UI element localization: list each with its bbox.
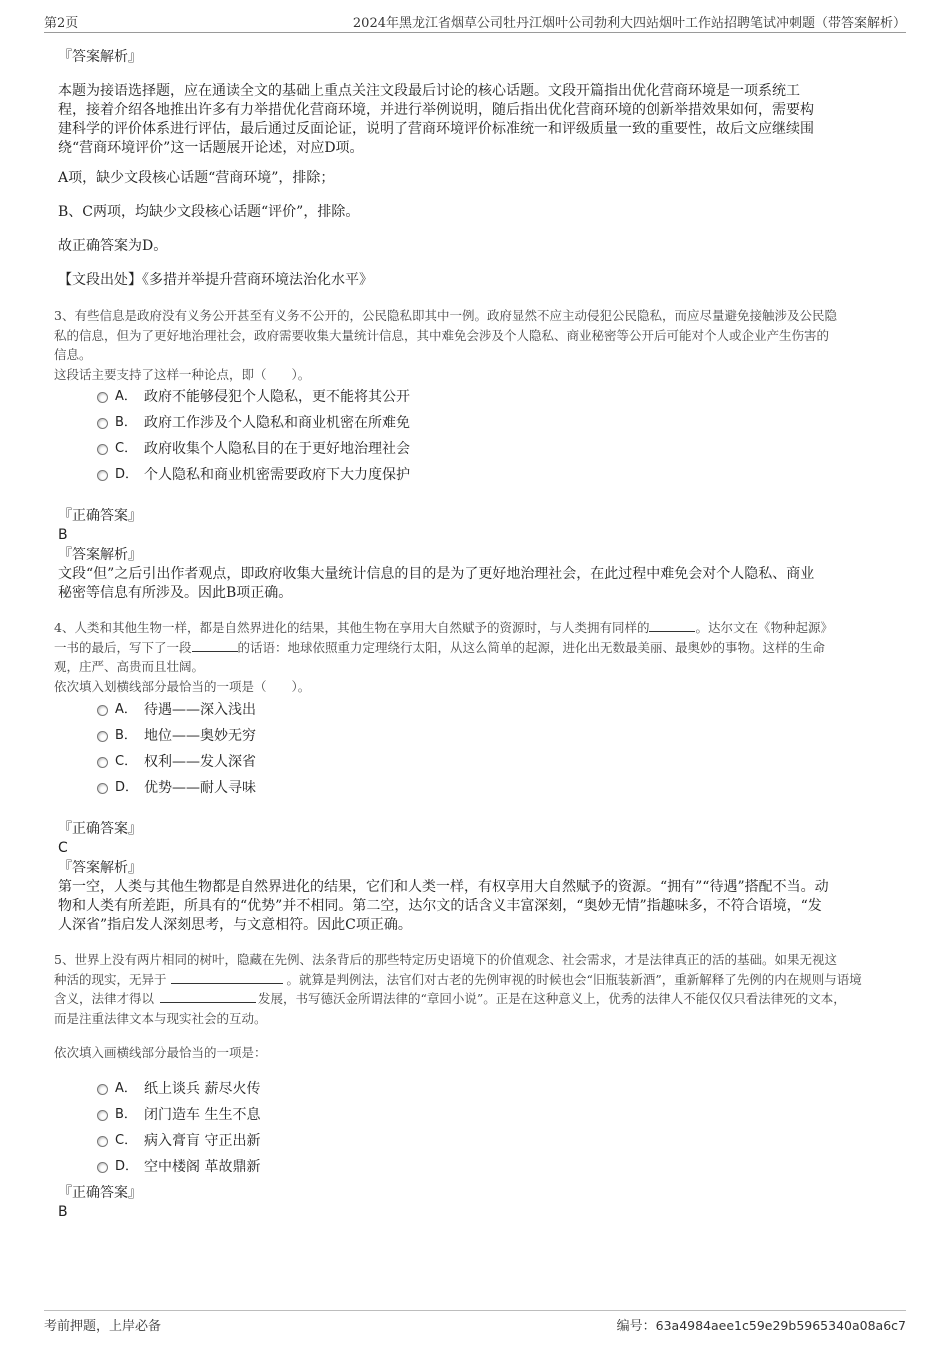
stem-line: 观，庄严、高贵而且壮阔。 (54, 659, 205, 674)
analysis-line: 人深省”指启发人深刻思考，与文意相符。因此C项正确。 (58, 917, 412, 933)
question-5-stem (54, 950, 914, 1028)
stem-text: 一书的最后，写下了一段 (54, 639, 192, 655)
stem-text: 。达尔文在《物种起源》 (695, 620, 833, 635)
stem-line (54, 638, 914, 658)
analysis-line: 秘密等信息有所涉及。因此B项正确。 (58, 585, 293, 601)
stem-text: 的话语：地球依照重力定理绕行太阳，从这么简单的起源，进化出无数最美丽、最奥妙的事物。这样的生命 (237, 639, 826, 655)
question-3-stem (54, 306, 904, 384)
page-header (44, 12, 906, 33)
stem-text: 种活的现实，无异于 (54, 971, 167, 987)
fill-blank (192, 639, 238, 652)
stem-line (54, 970, 914, 990)
analysis-line: 本题为接语选择题，应在通读全文的基础上重点关注文段最后讨论的核心话题。文段开篇指出优化营商环境是一项系统工 (58, 83, 800, 99)
option-letter: B． (115, 1107, 137, 1122)
analysis-conclusion: 故正确答案为D。 (58, 238, 168, 254)
analysis-label: 『答案解析』 (58, 49, 142, 65)
analysis-line: 程，接着介绍各地推出许多有力举措优化营商环境，并进行举例说明，随后指出优化营商环境的创新举措效果如何，需要构 (58, 102, 814, 118)
footer-slogan: 考前押题，上岸必备 (44, 1319, 162, 1334)
correct-answer: B (58, 1204, 68, 1220)
stem-line: 而是注重法律文本与现实社会的互动。 (54, 1010, 267, 1026)
radio-button[interactable] (97, 731, 108, 742)
page-footer (44, 1310, 906, 1339)
radio-button[interactable] (97, 1136, 108, 1147)
analysis-line: 建科学的评价体系进行评估，最后通过反面论证，说明了营商环境评价标准统一和评级质量一致的重要性，故后文应继续围 (58, 121, 814, 137)
analysis-label: 『答案解析』 (58, 547, 142, 563)
document-code (617, 1315, 906, 1334)
stem-line (54, 618, 914, 638)
analysis-line: 绕“营商环境评价”这一话题展开论述，对应D项。 (58, 140, 364, 156)
option-letter: A． (115, 1081, 137, 1096)
analysis-option-a: A项，缺少文段核心话题“营商环境”，排除； (58, 170, 335, 186)
analysis-line: 第一空，人类与其他生物都是自然界进化的结果，它们和人类一样，有权享用大自然赋予的资源。“拥有”“待遇”搭配不当。动 (58, 879, 829, 895)
analysis-option-bc: B、C两项，均缺少文段核心话题“评价”，排除。 (58, 204, 360, 220)
fill-blank (649, 619, 695, 632)
option-text: 个人隐私和商业机密需要政府下大力度保护 (144, 467, 410, 483)
option-letter: B． (115, 415, 137, 430)
radio-button[interactable] (97, 1084, 108, 1095)
radio-button[interactable] (97, 444, 108, 455)
option-text: 闭门造车 生生不息 (144, 1107, 261, 1123)
option-letter: D． (115, 467, 139, 482)
correct-answer: C (58, 840, 68, 856)
stem-line: 信息。 (54, 347, 92, 362)
stem-line: 这段话主要支持了这样一种论点，即（ ）。 (54, 366, 311, 382)
option-letter: B． (115, 728, 137, 743)
fill-blank (160, 990, 256, 1003)
stem-line (54, 989, 914, 1009)
option-text: 待遇——深入浅出 (144, 702, 256, 718)
analysis-line: 文段“但”之后引出作者观点，即政府收集大量统计信息的目的是为了更好地治理社会，在此过程中难免会对个人隐私、商业 (58, 566, 815, 582)
stem-text: 含义，法律才得以 (54, 991, 155, 1006)
document-title: 2024年黑龙江省烟草公司牡丹江烟叶公司勃利大四站烟叶工作站招聘笔试冲刺题（带答案解析） (352, 16, 906, 31)
analysis-paragraph (58, 82, 898, 158)
correct-answer-label: 『正确答案』 (58, 1185, 142, 1201)
radio-button[interactable] (97, 783, 108, 794)
radio-button[interactable] (97, 705, 108, 716)
fill-blank (171, 971, 283, 984)
stem-line: 依次填入划横线部分最恰当的一项是（ ）。 (54, 678, 311, 694)
correct-answer-label: 『正确答案』 (58, 821, 142, 837)
option-text: 病入膏肓 守正出新 (144, 1133, 261, 1149)
question-5-prompt: 依次填入画横线部分最恰当的一项是： (54, 1045, 267, 1060)
stem-text: 发展，书写德沃金所谓法律的“章回小说”。正是在这种意义上，优秀的法律人不能仅仅只看法律死的文本， (258, 991, 846, 1006)
analysis-line: 物和人类有所差距，所具有的“优势”并不相同。第二空，达尔文的话含义丰富深刻，“奥妙无情”指趣味多，不符合语境，“发 (58, 898, 822, 914)
passage-source: 【文段出处】《多措并举提升营商环境法治化水平》 (58, 272, 373, 288)
radio-button[interactable] (97, 1162, 108, 1173)
question-4-analysis (58, 878, 908, 935)
radio-button[interactable] (97, 757, 108, 768)
code-label: 编号： (616, 1319, 656, 1334)
radio-button[interactable] (97, 392, 108, 403)
stem-line: 3、有些信息是政府没有义务公开甚至有义务不公开的，公民隐私即其中一例。政府显然不应主动侵犯公民隐私，而应尽量避免接触涉及公民隐 (54, 308, 837, 323)
option-text: 政府收集个人隐私目的在于更好地治理社会 (144, 441, 410, 457)
correct-answer-label: 『正确答案』 (58, 508, 142, 524)
stem-text: 。就算是判例法，法官们对古老的先例审视的时候也会“旧瓶装新酒”，重新解释了先例的内在规则与语境 (286, 971, 862, 987)
option-letter: A． (115, 389, 137, 404)
stem-text: 4、人类和其他生物一样，都是自然界进化的结果，其他生物在享用大自然赋予的资源时，与人类拥有同样的 (54, 620, 650, 635)
option-text: 权利——发人深省 (144, 754, 256, 770)
radio-button[interactable] (97, 1110, 108, 1121)
code-value: 63a4984aee1c59e29b5965340a08a6c7 (655, 1318, 906, 1333)
option-text: 地位——奥妙无穷 (144, 728, 256, 744)
question-4-stem (54, 618, 914, 696)
option-text: 空中楼阁 革故鼎新 (144, 1159, 261, 1175)
option-text: 优势——耐人寻味 (144, 780, 256, 796)
stem-line: 私的信息，但为了更好地治理社会，政府需要收集大量统计信息，其中难免会涉及个人隐私、商业秘密等公开后可能对个人或企业产生伤害的 (54, 327, 830, 343)
stem-line: 5、世界上没有两片相同的树叶，隐藏在先例、法条背后的那些特定历史语境下的价值观念、社会需求，才是法律真正的活的基础。如果无视这 (54, 952, 837, 967)
option-letter: C． (115, 1133, 138, 1148)
option-letter: D． (115, 1159, 139, 1174)
option-letter: C． (115, 754, 138, 769)
radio-button[interactable] (97, 470, 108, 481)
radio-button[interactable] (97, 418, 108, 429)
correct-answer: B (58, 527, 68, 543)
option-text: 政府工作涉及个人隐私和商业机密在所难免 (144, 415, 410, 431)
option-letter: A． (115, 702, 137, 717)
option-letter: C． (115, 441, 138, 456)
option-text: 政府不能够侵犯个人隐私，更不能将其公开 (144, 389, 410, 405)
page-number: 第2页 (44, 16, 79, 31)
option-letter: D． (115, 780, 139, 795)
analysis-label: 『答案解析』 (58, 860, 142, 876)
question-3-analysis (58, 565, 898, 603)
option-text: 纸上谈兵 薪尽火传 (144, 1081, 261, 1097)
